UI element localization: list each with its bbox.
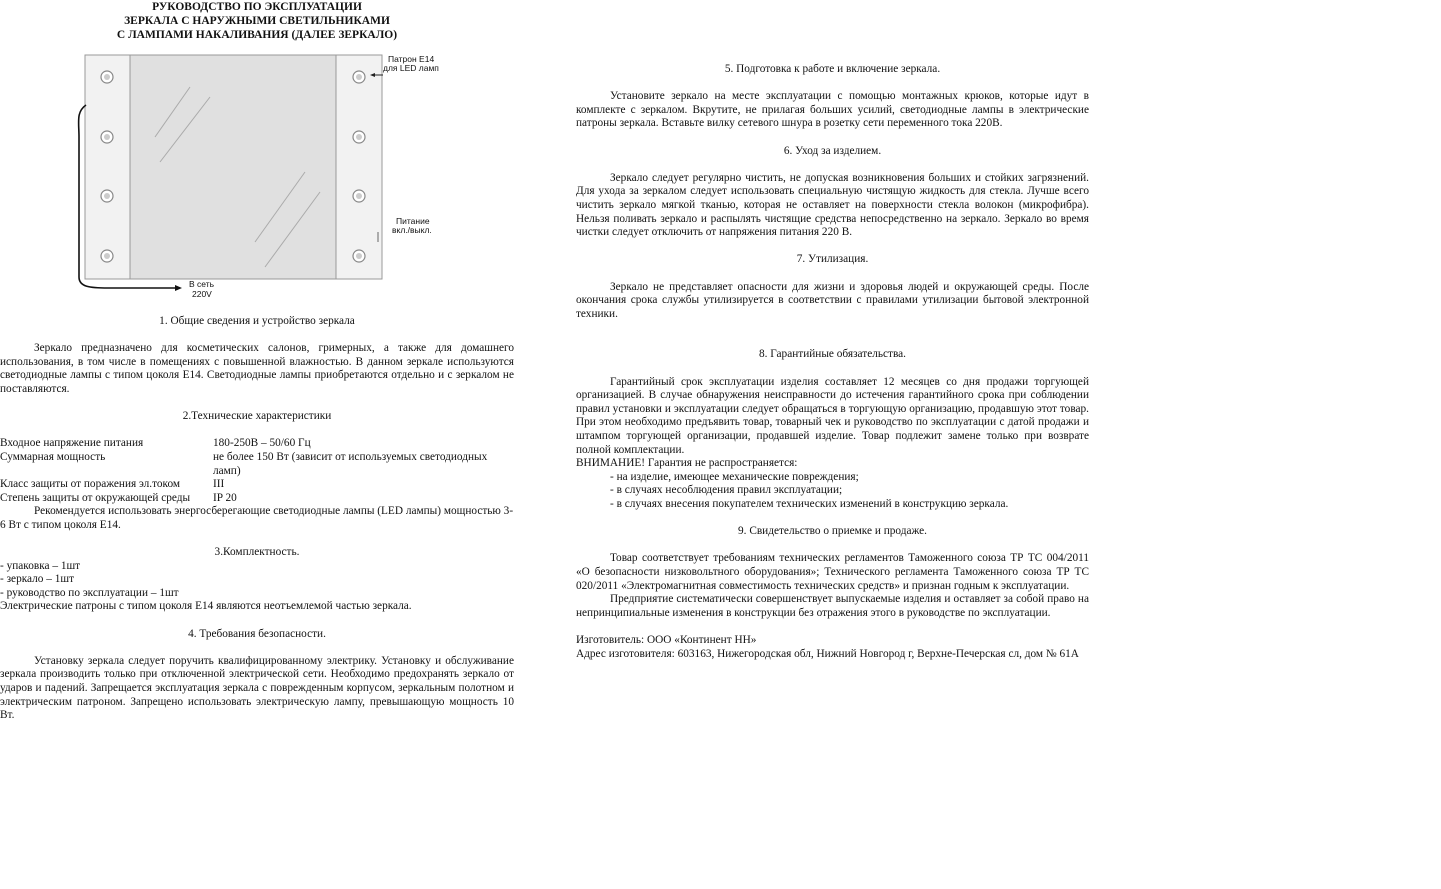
- spec-value: IP 20: [213, 491, 237, 504]
- section-3-heading: 3.Комплектность.: [214, 546, 300, 559]
- section-2-heading: 2.Технические характеристики: [182, 410, 332, 423]
- spec-key: Суммарная мощность: [0, 450, 106, 463]
- spec-row: [0, 492, 514, 506]
- mains-label-1: В сеть: [189, 279, 215, 289]
- section-6-text: Зеркало следует регулярно чистить, не допуская возникновения больших и стойких загрязнений. Для ухода за зеркалом следует использовать специальную чистящую жидкость для стекла. Лучше всего чистить зеркало мягкой тканью, которая не оставляет на поверхности стекла волокон (микрофибра). Нельзя поливать зеркало и распылять чистящие средства непосредственно на зеркало. Зеркало во время чистки следует отключить от напряжения питания 220 В.: [576, 171, 1089, 239]
- socket-label-1: Патрон Е14: [388, 54, 435, 64]
- manufacturer-address: Адрес изготовителя: 603163, Нижегородская обл, Нижний Новгород г, Верхне-Печерская сл, дом № 61А: [576, 647, 1079, 660]
- spec-key: Входное напряжение питания: [0, 437, 144, 450]
- kit-item: - руководство по эксплуатации – 1шт: [0, 586, 179, 599]
- mains-label-2: 220V: [192, 289, 212, 299]
- section-5-text: Установите зеркало на месте эксплуатации с помощью монтажных крюков, которые идут в комплекте с зеркалом. Вкрутите, не прилагая больших усилий, светодиодные лампы в электрические патроны зеркала. Вставьте вилку сетевого шнура в розетку сети переменного тока 220В.: [576, 90, 1089, 130]
- spec-value: III: [213, 478, 225, 491]
- warranty-exclusion: - в случаях внесения покупателем технических изменений в конструкцию зеркала.: [610, 498, 1009, 510]
- mirror-drawing: [0, 42, 514, 312]
- section-7-text: Зеркало не представляет опасности для жизни и здоровья людей и окружающей среды. После окончания срока службы утилизируется в соответствии с правилами утилизации бытовой электронной техники.: [576, 280, 1089, 320]
- socket-label-2: для LED ламп: [383, 63, 439, 73]
- doc-title-line-1: РУКОВОДСТВО ПО ЭКСПЛУАТАЦИИ: [152, 1, 362, 13]
- section-8-text: Гарантийный срок эксплуатации изделия составляет 12 месяцев со дня продажи торгующей организацией. В случае обнаружения неисправности до истечения гарантийного срока при соблюдении правил установки и эксплуатации следует обращаться в торгующую организацию, продавшую этот товар. При этом необходимо предъявить товар, товарный чек и руководство по эксплуатации с датой продажи и штампом торгующей организации, продавшей изделие. Товар подлежит замене только при возврате полной комплектации.: [576, 375, 1089, 456]
- section-9-text-1: Товар соответствует требованиям технических регламентов Таможенного союза ТР ТС 004/2011 «О безопасности низковольтного оборудования»; Технического регламента Таможенного союза ТР ТС 020/2011 «Электромагнитная совместимость технических средств» и признан годным к эксплуатации.: [576, 552, 1089, 592]
- section-5-heading: 5. Подготовка к работе и включение зеркала.: [724, 63, 941, 75]
- section-1-text: Зеркало предназначено для косметических салонов, гримерных, а также для домашнего использования, в том числе в помещениях с повышенной влажностью. В данном зеркале используются светодиодные лампы с типом цоколя Е14. Светодиодные лампы приобретаются отдельно и с зеркалом не поставляются.: [0, 342, 514, 395]
- warranty-exclusion: - на изделие, имеющее механические повреждения;: [610, 470, 859, 483]
- warranty-warning: ВНИМАНИЕ! Гарантия не распространяется:: [576, 457, 798, 470]
- left-column: [0, 0, 514, 723]
- doc-title-line-2: ЗЕРКАЛА С НАРУЖНЫМИ СВЕТИЛЬНИКАМИ: [124, 15, 390, 27]
- spec-row: [0, 478, 514, 492]
- section-7-heading: 7. Утилизация.: [796, 253, 869, 266]
- spec-value: 180-250В – 50/60 Гц: [213, 437, 311, 450]
- power-label-2: вкл./выкл.: [392, 225, 432, 235]
- spec-row: [0, 451, 514, 478]
- section-4-text: Установку зеркала следует поручить квалифицированному электрику. Установку и обслуживание зеркала производить только при отключенной электрической сети. Необходимо предохранять зеркало от ударов и падений. Запрещается эксплуатация зеркала с поврежденным корпусом, зеркальным полотном и электрическим патроном. Запрещено использовать электрическую лампу, превышающую мощность 10 Вт.: [0, 654, 514, 722]
- recommendation-text: Рекомендуется использовать энергосберегающие светодиодные лампы (LED лампы) мощностью 3-6 Вт с типом цоколя Е14.: [0, 505, 514, 531]
- warranty-exclusion: - в случаях несоблюдения правил эксплуатации;: [610, 484, 843, 497]
- right-column: [576, 63, 1089, 661]
- spec-key: Степень защиты от окружающей среды: [0, 491, 191, 504]
- section-1-heading: 1. Общие сведения и устройство зеркала: [159, 315, 355, 327]
- section-8-heading: 8. Гарантийные обязательства.: [759, 348, 906, 361]
- section-6-heading: 6. Уход за изделием.: [783, 144, 882, 157]
- section-4-heading: 4. Требования безопасности.: [188, 627, 326, 640]
- kit-item: - упаковка – 1шт: [0, 559, 81, 572]
- mirror-diagram: [0, 42, 514, 312]
- kit-item: - зеркало – 1шт: [0, 573, 75, 586]
- spec-value: не более 150 Вт (зависит от используемых светодиодных ламп): [213, 450, 488, 477]
- spec-row: [0, 437, 514, 451]
- manufacturer: Изготовитель: ООО «Континент НН»: [576, 633, 757, 646]
- doc-title-line-3: С ЛАМПАМИ НАКАЛИВАНИЯ (ДАЛЕЕ ЗЕРКАЛО): [116, 29, 398, 41]
- kit-note: Электрические патроны с типом цоколя Е14 являются неотъемлемой частью зеркала.: [0, 600, 412, 613]
- power-label-1: Питание: [396, 216, 430, 226]
- spec-key: Класс защиты от поражения эл.током: [0, 478, 181, 491]
- section-9-text-2: Предприятие систематически совершенствует выпускаемые изделия и оставляет за собой право на непринципиальные изменения в конструкции без отражения этого в руководстве по эксплуатации.: [576, 593, 1089, 619]
- section-9-heading: 9. Свидетельство о приемке и продаже.: [738, 525, 927, 538]
